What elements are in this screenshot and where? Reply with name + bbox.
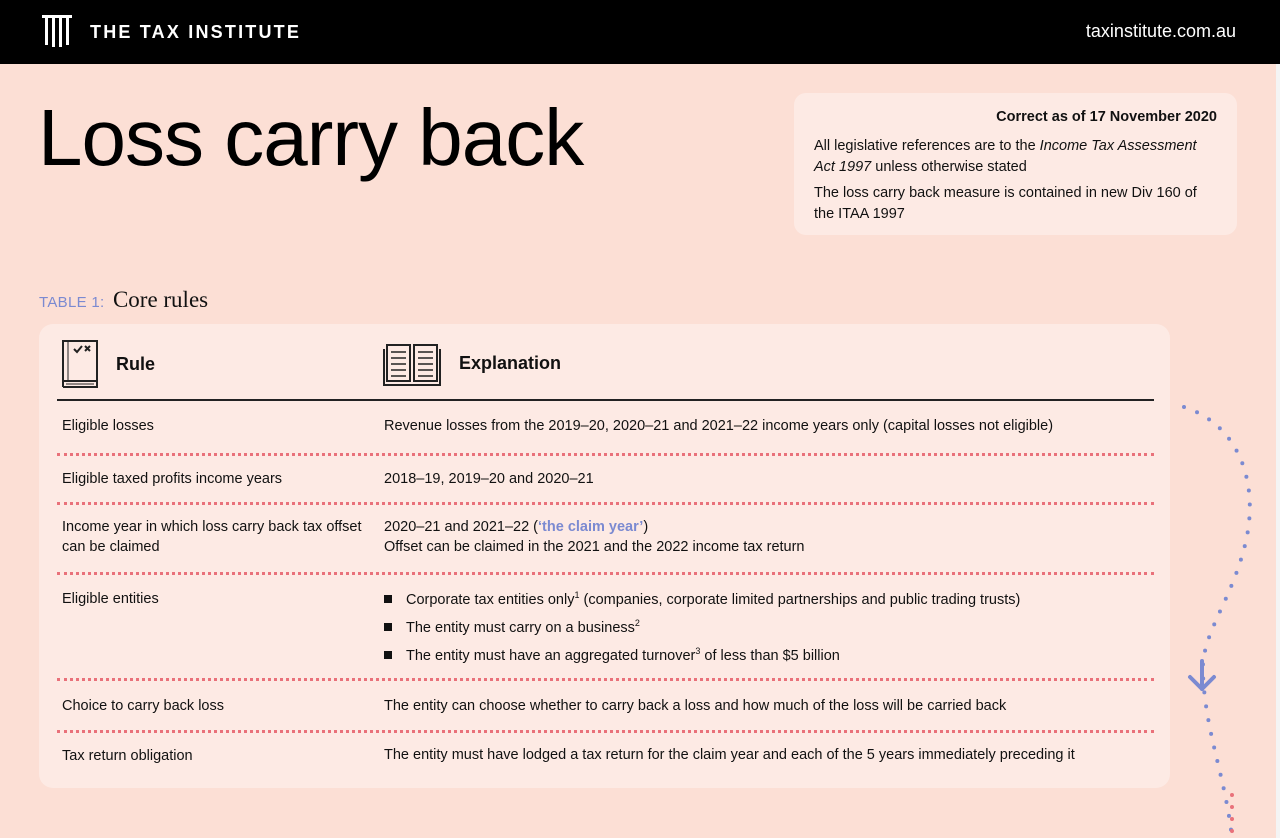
explanation-eligible-entities (384, 590, 1020, 674)
explanation-eligible-losses: Revenue losses from the 2019–20, 2020–21 and 2021–22 income years only (capital losses not eligible) (384, 418, 1054, 434)
rule-eligible-taxed-profits: Eligible taxed profits income years (62, 471, 283, 487)
correct-as-of-date: Correct as of 17 November 2020 (996, 109, 1217, 125)
row-divider (57, 730, 1154, 733)
explanation-choice-to-carry-back: The entity can choose whether to carry back a loss and how much of the loss will be carried back (384, 698, 1007, 714)
brand-name: THE TAX INSTITUTE (90, 22, 302, 42)
row-divider (57, 678, 1154, 681)
explanation-tax-return-obligation: The entity must have lodged a tax return for the claim year and each of the 5 years immediately preceding it (384, 747, 1075, 763)
rulebook-icon (60, 339, 100, 389)
tax-institute-logo-icon (42, 15, 72, 47)
open-book-icon (383, 341, 441, 387)
core-rules-table (39, 324, 1170, 788)
explanation-claim-year: 2020–21 and 2021–22 (‘the claim year’) Offset can be claimed in the 2021 and the 2022 income tax return (384, 519, 805, 555)
website-link[interactable]: taxinstitute.com.au (1085, 21, 1236, 41)
legislative-reference-note: All legislative references are to the Income Tax Assessment Act 1997 unless otherwise stated (814, 138, 1197, 175)
row-divider (57, 453, 1154, 456)
row-divider (57, 502, 1154, 505)
info-box (794, 93, 1237, 235)
down-arrow-icon (1190, 661, 1214, 689)
list-item: The entity must have an aggregated turnover$^3$ of less than $5 billion (384, 646, 1020, 674)
rule-column-header: Rule (116, 354, 156, 374)
row-divider (57, 572, 1154, 575)
rule-claim-year: Income year in which loss carry back tax offset can be claimed (62, 519, 362, 555)
rule-choice-to-carry-back: Choice to carry back loss (62, 698, 224, 714)
table-heading (39, 287, 208, 313)
list-item: Corporate tax entities only$^1$ (companies, corporate limited partnerships and public trading trusts) (384, 590, 1020, 618)
explanation-eligible-taxed-profits: 2018–19, 2019–20 and 2020–21 (384, 471, 594, 487)
list-item: The entity must carry on a business$^2$ (384, 618, 1020, 646)
rule-tax-return-obligation: Tax return obligation (62, 748, 193, 764)
table-name: Core rules (112, 287, 209, 312)
header-divider (57, 399, 1154, 401)
measure-note: The loss carry back measure is contained in new Div 160 of the ITAA 1997 (814, 185, 1197, 222)
rule-eligible-entities: Eligible entities (62, 591, 159, 607)
table-label: TABLE 1: (39, 294, 105, 311)
claim-year-term: ‘the claim year’ (538, 519, 644, 535)
top-bar (0, 0, 1280, 64)
page-edge (1276, 64, 1280, 838)
act-name: Income Tax Assessment Act 1997 (814, 138, 1197, 175)
explanation-column-header: Explanation (459, 353, 562, 373)
rule-eligible-losses: Eligible losses (62, 418, 154, 434)
page-title: Loss carry back (38, 93, 584, 182)
dotted-path-decoration (1170, 395, 1270, 838)
